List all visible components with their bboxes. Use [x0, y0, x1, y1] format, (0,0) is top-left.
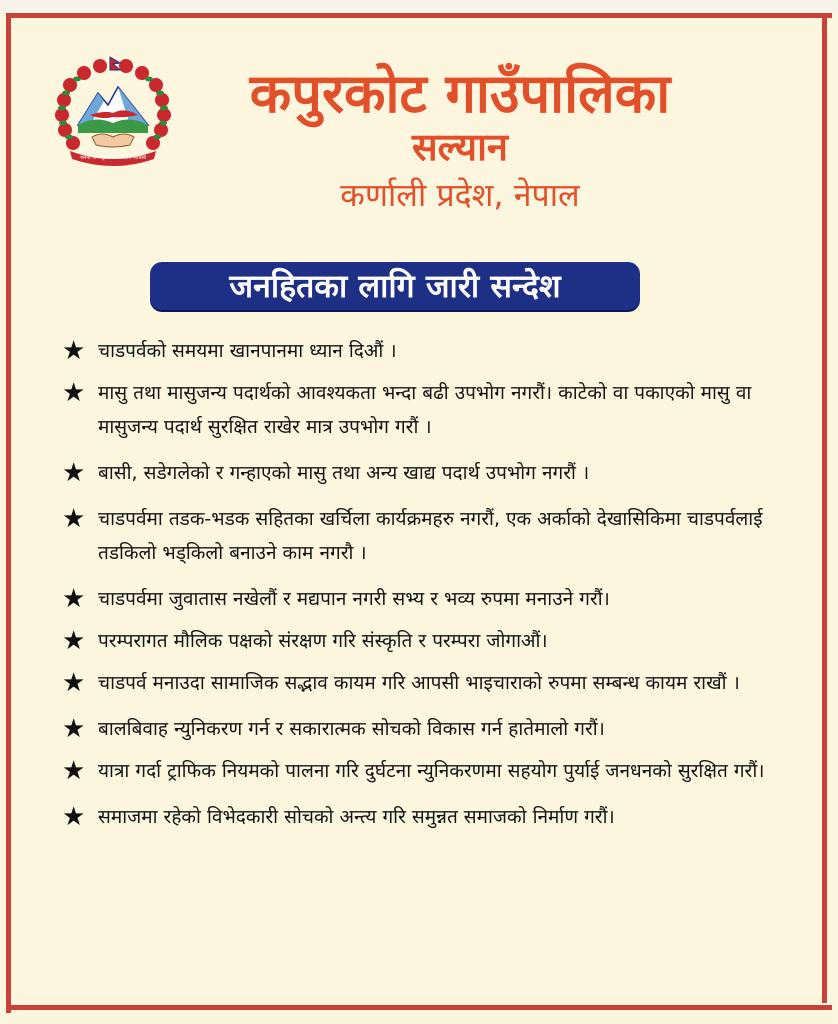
message-item — [60, 666, 812, 700]
star-bullet-icon: ★ — [62, 336, 86, 366]
star-bullet-icon: ★ — [62, 584, 86, 614]
star-bullet-icon: ★ — [62, 668, 86, 698]
star-bullet-icon: ★ — [62, 626, 86, 656]
star-bullet-icon: ★ — [62, 802, 86, 832]
star-bullet-icon: ★ — [62, 458, 86, 488]
star-bullet-icon: ★ — [62, 714, 86, 744]
municipality-title: कपुरकोट गाउँपालिका — [249, 62, 671, 125]
message-text: मासु तथा मासुजन्य पदार्थको आवश्यकता भन्दा बढी उपभोग नगरौं। काटेको वा पकाएको मासु वा मासुजन्य पदार्थ सुरक्षित राखेर मात्र उपभोग गरौं । — [98, 382, 752, 438]
message-item — [60, 502, 812, 570]
message-list — [60, 334, 812, 834]
message-text: बालबिवाह न्युनिकरण गर्न र सकारात्मक सोचको विकास गर्न हातेमालो गरौं। — [98, 718, 605, 740]
message-item — [60, 800, 812, 834]
top-paper-edge — [0, 0, 838, 12]
message-text: चाडपर्वमा जुवातास नखेलौं र मद्यपान नगरी सभ्य र भव्य रुपमा मनाउने गरौं। — [98, 588, 610, 610]
message-text: यात्रा गर्दा ट्राफिक नियमको पालना गरि दुर्घटना न्युनिकरणमा सहयोग पुर्याई जनधनको सुरक्षित गरौं। — [98, 760, 765, 782]
message-text: बासी, सडेगलेको र गन्हाएको मासु तथा अन्य खाद्य पदार्थ उपभोग नगरौं । — [98, 462, 590, 484]
emblem-motto: जननी जन्मभूमिश्च स्वर्गादपि गरीयसी — [79, 155, 147, 161]
frame-border-bottom — [6, 1005, 832, 1010]
district-title: सल्यान — [411, 125, 509, 169]
message-text: परम्परागत मौलिक पक्षको संरक्षण गरि संस्कृति र परम्परा जोगाऔं। — [98, 630, 548, 652]
star-bullet-icon: ★ — [62, 756, 86, 786]
message-item — [60, 582, 812, 616]
message-item — [60, 334, 812, 368]
message-text: समाजमा रहेको विभेदकारी सोचको अन्त्य गरि समुन्नत समाजको निर्माण गरौं। — [98, 806, 615, 828]
message-text: चाडपर्व मनाउदा सामाजिक सद्भाव कायम गरि आपसी भाइचाराको रुपमा सम्बन्ध कायम राखौं । — [98, 672, 740, 694]
message-item — [60, 456, 812, 490]
frame-border-top — [6, 13, 832, 18]
notice-banner-text: जनहितका लागि जारी सन्देश — [229, 267, 561, 305]
notice-banner — [150, 262, 640, 310]
message-item — [60, 712, 812, 746]
message-item — [60, 376, 812, 444]
message-item — [60, 624, 812, 658]
star-bullet-icon: ★ — [62, 504, 86, 534]
frame-border-right — [822, 13, 827, 1003]
message-item — [60, 754, 812, 788]
star-bullet-icon: ★ — [62, 378, 86, 408]
province-title: कर्णाली प्रदेश, नेपाल — [340, 176, 580, 214]
message-text: चाडपर्वको समयमा खानपानमा ध्यान दिऔं । — [98, 340, 397, 362]
message-text: चाडपर्वमा तडक-भडक सहितका खर्चिला कार्यक्रमहरु नगरौं, एक अर्काको देखासिकिमा चाडपर्वलाई तडकिलो भड्किलो बनाउने काम नगरौ । — [98, 508, 763, 564]
frame-border-left — [6, 13, 11, 1013]
